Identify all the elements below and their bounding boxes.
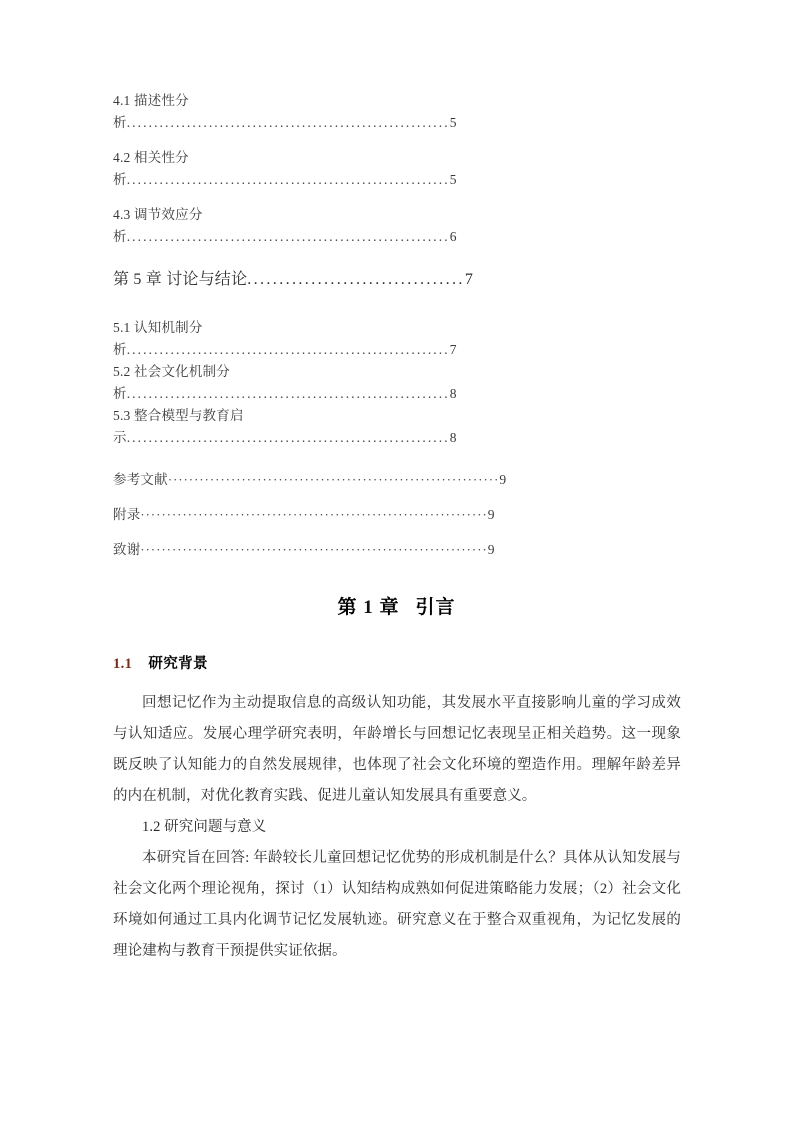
toc-leader-middots: ·······························································	[167, 473, 500, 487]
toc-leader-dots: ...........................................................	[126, 386, 450, 401]
toc-entry-appendix[interactable]	[113, 504, 641, 526]
toc-page-number: 5	[449, 115, 457, 130]
toc-entry-title-cont: 析	[113, 229, 127, 244]
toc-leader-dots: ...........................................................	[126, 430, 450, 445]
toc-entry-5-1[interactable]	[113, 317, 641, 361]
toc-entry-title: 参考文献	[113, 472, 168, 487]
toc-page-number: 8	[449, 386, 457, 401]
section-number: 1.1	[113, 656, 133, 672]
toc-entry-title-cont: 示	[113, 430, 127, 445]
toc-spacer	[113, 449, 641, 469]
section-title: 研究背景	[148, 656, 208, 672]
chapter-name: 引言	[415, 597, 456, 618]
toc-entry-title: 第 5 章 讨论与结论	[113, 271, 248, 288]
chapter-number: 1	[363, 597, 374, 618]
toc-entry-acknowledgement[interactable]	[113, 539, 641, 561]
toc-entry-title: 5.2 社会文化机制分	[113, 364, 230, 379]
toc-page-number: 9	[487, 542, 495, 557]
toc-entry-4-2[interactable]	[113, 147, 641, 191]
toc-spacer	[113, 248, 641, 268]
toc-page-number: 9	[499, 472, 507, 487]
toc-leader-middots: ··································································	[140, 543, 488, 557]
toc-leader-dots: ...........................................................	[126, 115, 450, 130]
toc-leader-dots: ...........................................................	[126, 172, 450, 187]
section-heading-1-2: 1.2 研究问题与意义	[142, 819, 267, 835]
toc-entry-title: 4.3 调节效应分	[113, 207, 203, 222]
toc-page-number: 9	[487, 507, 495, 522]
toc-page-number: 7	[449, 342, 457, 357]
toc-entry-title-cont: 析	[113, 172, 127, 187]
toc-leader-dots: ...........................................................	[126, 229, 450, 244]
toc-entry-title-cont: 析	[113, 115, 127, 130]
toc-entry-title: 4.2 相关性分	[113, 150, 189, 165]
toc-page-number: 8	[449, 430, 457, 445]
section-heading-1-1	[113, 652, 208, 673]
chapter-prefix: 第	[337, 597, 358, 618]
toc-entry-5-2[interactable]	[113, 361, 641, 405]
toc-entry-title: 附录	[113, 507, 141, 522]
toc-leader-dots: ..................................	[247, 271, 465, 288]
toc-spacer	[113, 292, 641, 317]
toc-leader-dots: ...........................................................	[126, 342, 450, 357]
toc-entry-4-1[interactable]	[113, 90, 641, 134]
toc-entry-title: 5.1 认知机制分	[113, 320, 203, 335]
chapter-title	[0, 592, 793, 619]
toc-entry-title-cont: 析	[113, 342, 127, 357]
paragraph-research-questions: 本研究旨在回答: 年龄较长儿童回想记忆优势的形成机制是什么？具体从认知发展与社会文化两个理论视角，探讨（1）认知结构成熟如何促进策略能力发展；（2）社会文化环境如何通过工具内化调节记忆发展轨迹。研究意义在于整合双重视角，为记忆发展的理论建构与教育干预提供实证依据。	[113, 850, 681, 959]
toc-leader-middots: ··································································	[140, 508, 488, 522]
toc-page-number: 7	[464, 271, 473, 288]
toc-page-number: 5	[449, 172, 457, 187]
toc-entry-title: 4.1 描述性分	[113, 93, 189, 108]
table-of-contents	[113, 90, 641, 561]
toc-entry-title-cont: 析	[113, 386, 127, 401]
toc-entry-references[interactable]	[113, 469, 641, 491]
toc-entry-5-3[interactable]	[113, 405, 641, 449]
toc-entry-title: 致谢	[113, 542, 141, 557]
chapter-suffix: 章	[379, 597, 400, 618]
toc-entry-title: 5.3 整合模型与教育启	[113, 408, 244, 423]
paragraph-research-background: 回想记忆作为主动提取信息的高级认知功能，其发展水平直接影响儿童的学习成效与认知适应。发展心理学研究表明，年龄增长与回想记忆表现呈正相关趋势。这一现象既反映了认知能力的自然发展规律，也体现了社会文化环境的塑造作用。理解年龄差异的内在机制，对优化教育实践、促进儿童认知发展具有重要意义。	[113, 695, 681, 804]
body-content	[113, 688, 681, 967]
toc-entry-4-3[interactable]	[113, 204, 641, 248]
toc-page-number: 6	[449, 229, 457, 244]
toc-entry-chapter-5[interactable]	[113, 268, 641, 292]
